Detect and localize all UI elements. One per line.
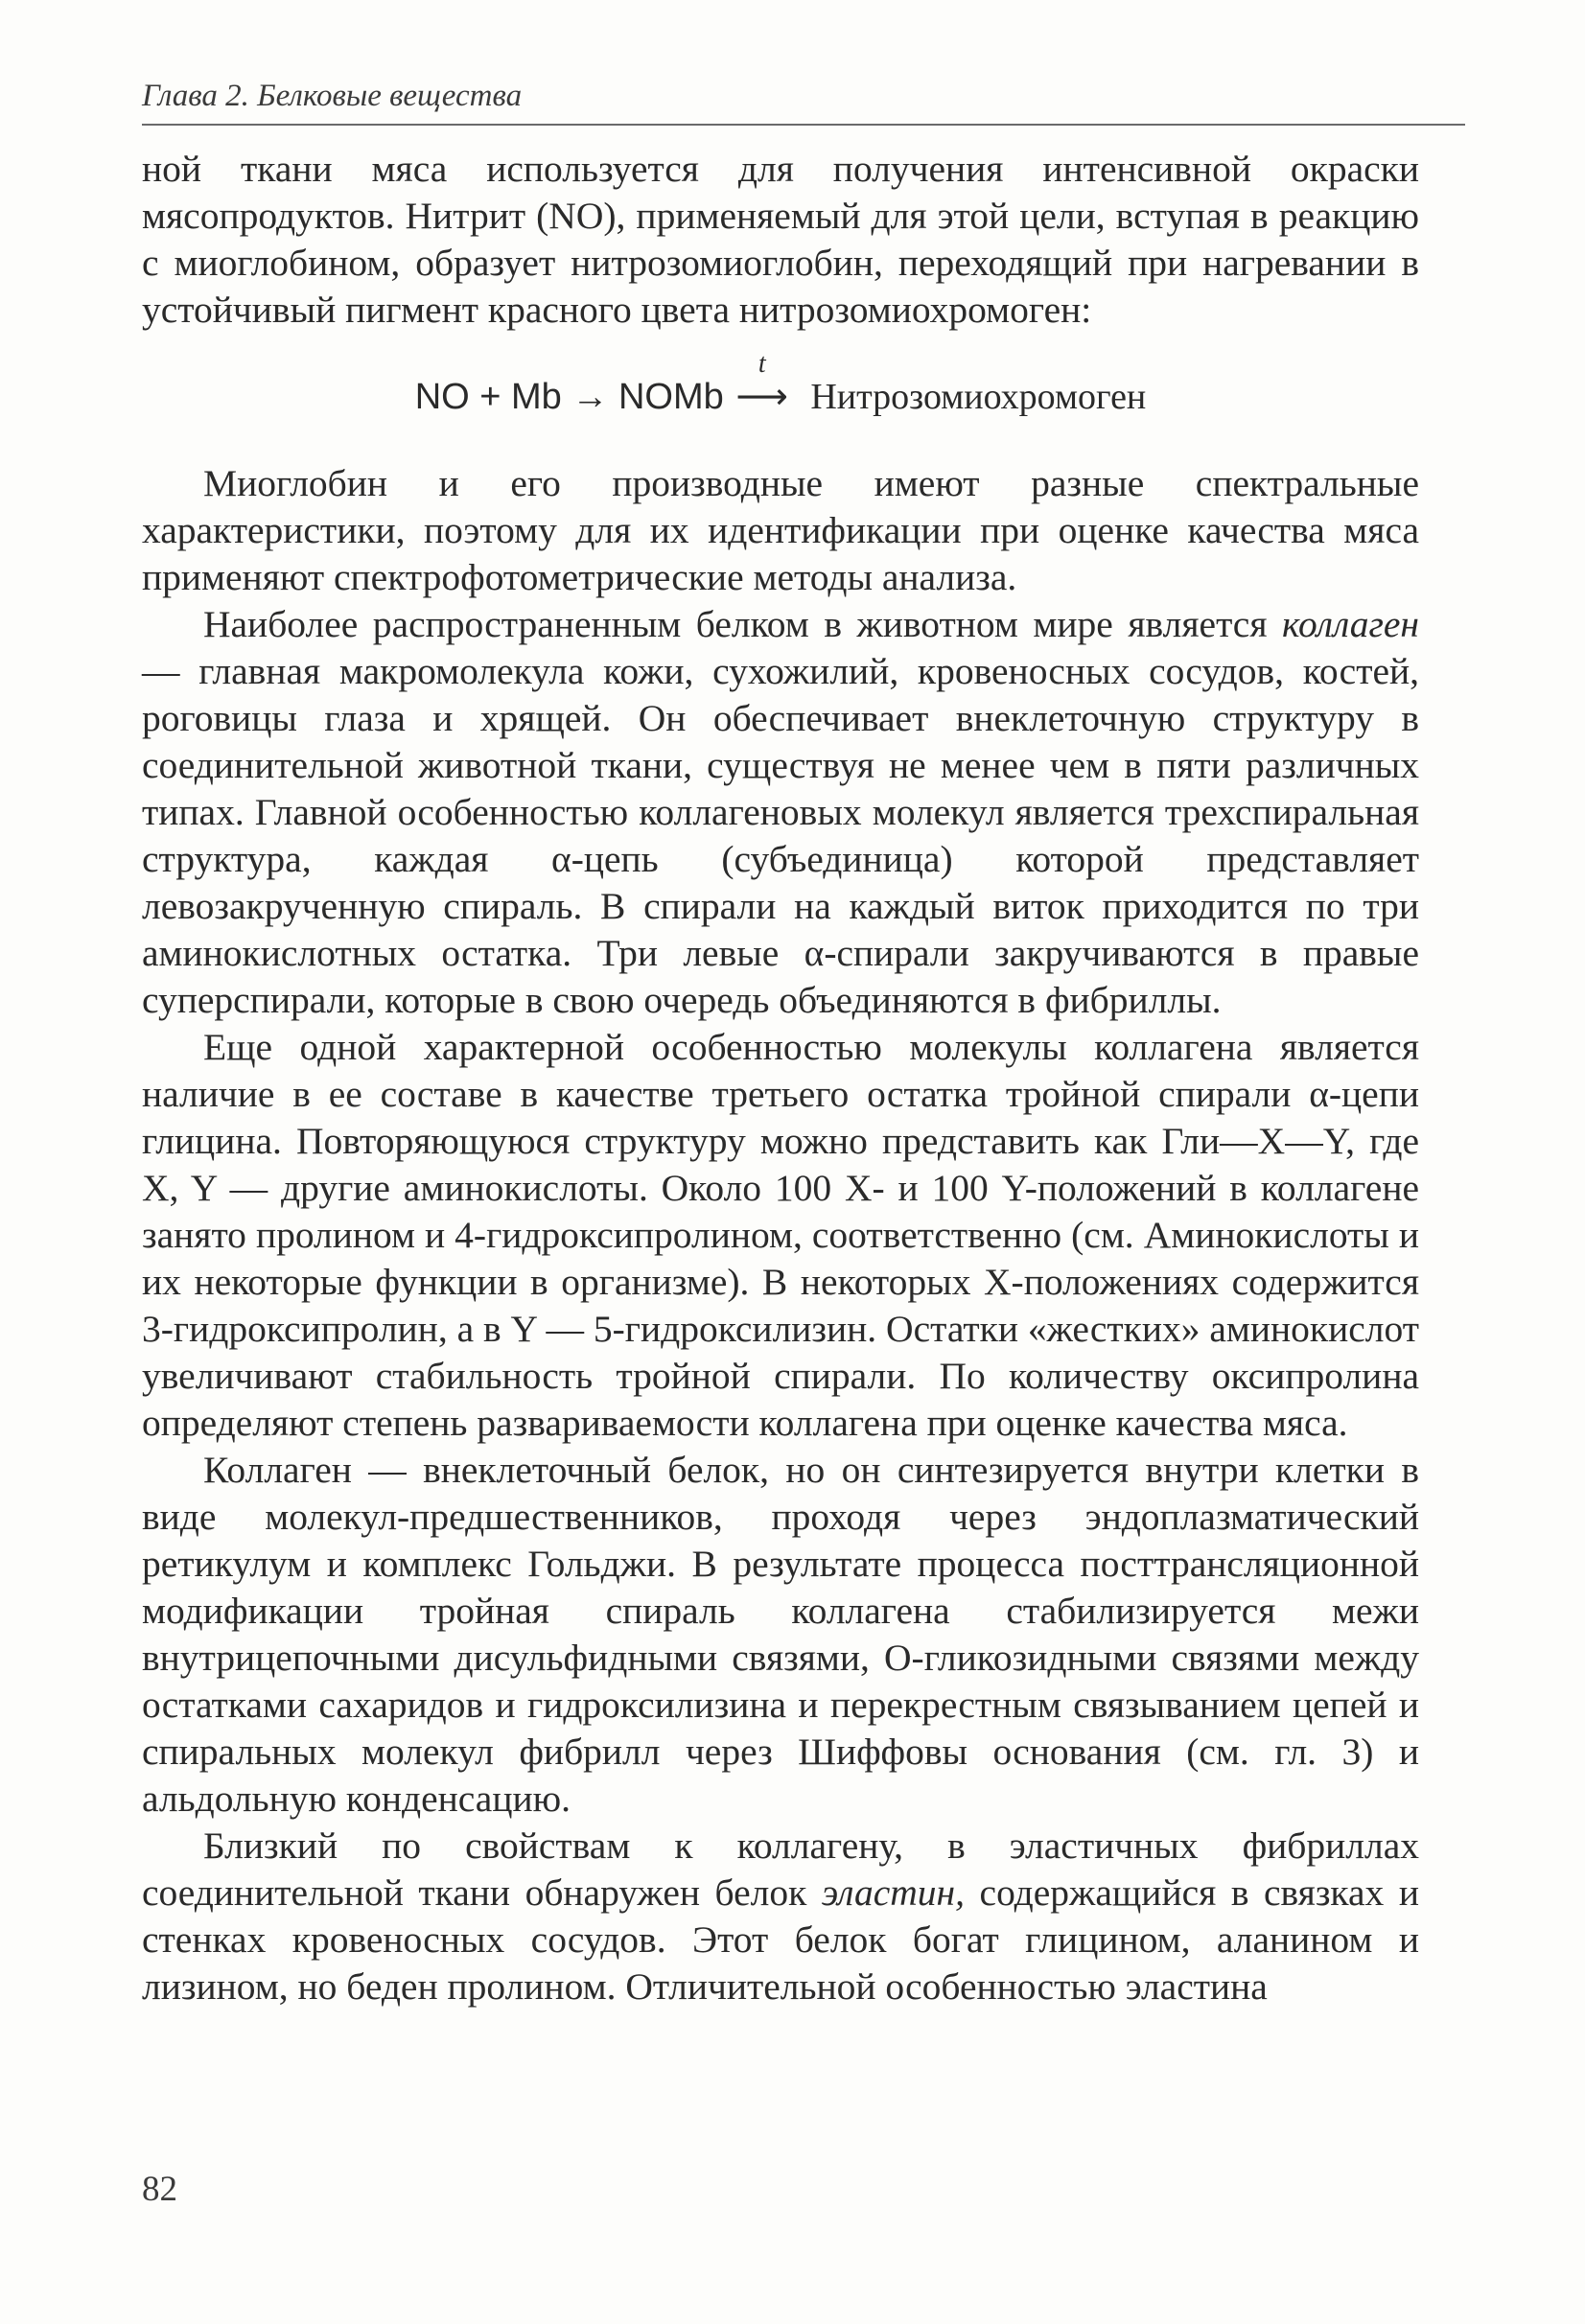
paragraph-4: Еще одной характерной особенностью молекулы коллагена является наличие в ее составе в качестве третьего остатка тройной спирали α-цепи глицина. Повторяющуюся структуру можно представить как Гли—X—Y, где X, Y — другие аминокислоты. Около 100 X- и 100 Y-положений в коллагене занято пролином и 4-гидроксипролином, соответственно (см. Аминокислоты и их некоторые функции в организме). В некоторых X-положениях содержится 3-гидроксипролин, а в Y — 5-гидроксилизин. Остатки «жестких» аминокислот увеличивают стабильность тройной спирали. По количеству оксипролина определяют степень развариваемости коллагена при оценке качества мяса. xyxy=(142,1026,1419,1444)
page-body xyxy=(142,146,1419,2010)
paragraph-5: Коллаген — внеклеточный белок, но он синтезируется внутри клетки в виде молекул-предшественников, проходя через эндоплазматический ретикулум и комплекс Гольджи. В результате процесса посттрансляционной модификации тройная спираль коллагена стабилизируется межи внутрицепочными дисульфидными связями, O-гликозидными связями между остатками сахаридов и гидроксилизина и перекрестным связыванием цепей и спиральных молекул фибрилл через Шиффовы основания (см. гл. 3) и альдольную конденсацию. xyxy=(142,1449,1419,1820)
formula-product: Нитрозомиохромоген xyxy=(810,377,1147,417)
paragraph-3 xyxy=(142,601,1419,1024)
heating-arrow xyxy=(724,349,801,422)
chapter-title: Глава 2. Белковые вещества xyxy=(142,79,523,113)
heating-label: t xyxy=(758,349,766,379)
term-elastin: эластин, xyxy=(821,1871,965,1914)
paragraph-6-lead: Близкий по свойствам к коллагену, в эластичных фибриллах соединительной ткани обнаружен белок xyxy=(142,1824,1419,1914)
formula-reactants: NO + Mb xyxy=(414,377,562,417)
running-header xyxy=(142,79,1465,126)
formula-intermediate: NOMb xyxy=(618,377,724,417)
paragraph-2: Миоглобин и его производные имеют разные спектральные характеристики, поэтому для их идентификации при оценке качества мяса применяют спектрофотометрические методы анализа. xyxy=(142,462,1419,598)
paragraph-1: ной ткани мяса используется для получения интенсивной окраски мясопродуктов. Нитрит (NO), применяемый для этой цели, вступая в реакцию с миоглобином, образует нитрозомиоглобин, переходящий при нагревании в устойчивый пигмент красного цвета нитрозомиохромоген: xyxy=(142,148,1419,331)
paragraph-3-lead: Наиболее распространенным белком в животном мире является xyxy=(203,603,1283,645)
page-number: 82 xyxy=(142,2170,177,2209)
paragraph-6-body: содержащийся в связках и стенках кровеносных сосудов. Этот белок богат глицином, аланином и лизином, но беден пролином. Отличительной особенностью эластина xyxy=(142,1871,1419,2008)
reaction-formula xyxy=(142,349,1419,422)
formula-arrow: → xyxy=(571,377,609,417)
long-arrow-icon: ⟶ xyxy=(735,377,788,417)
paragraph-6 xyxy=(142,1823,1419,2010)
paragraph-3-body: — главная макромолекула кожи, сухожилий, кровеносных сосудов, костей, роговицы глаза и хрящей. Он обеспечивает внеклеточную структуру в соединительной животной ткани, существуя не менее чем в пяти различных типах. Главной особенностью коллагеновых молекул является трехспиральная структура, каждая α-цепь (субъединица) которой представляет левозакрученную спираль. В спирали на каждый виток приходится по три аминокислотных остатка. Три левые α-спирали закручиваются в правые суперспирали, которые в свою очередь объединяются в фибриллы. xyxy=(142,650,1419,1021)
term-collagen: коллаген xyxy=(1282,603,1419,645)
